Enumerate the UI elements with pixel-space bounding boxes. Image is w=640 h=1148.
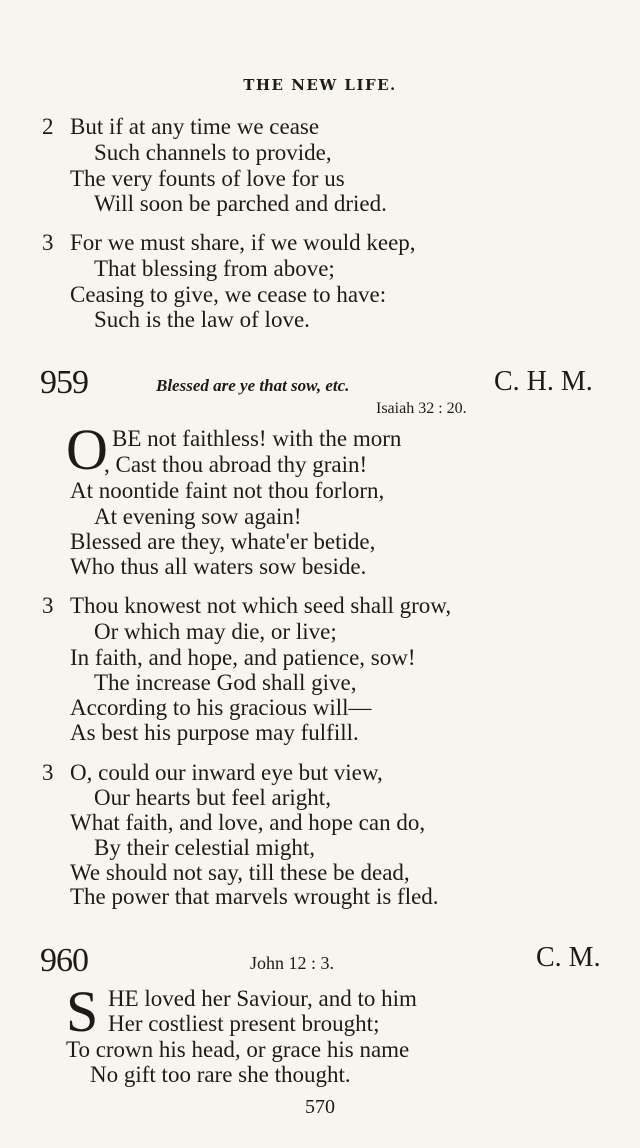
verse-line: Thou knowest not which seed shall grow,	[70, 593, 452, 618]
verse-line: Or which may die, or live;	[94, 619, 337, 644]
verse-line: Such channels to provide,	[94, 140, 332, 165]
verse-line: Our hearts but feel aright,	[94, 785, 331, 810]
verse-line: By their celestial might,	[94, 835, 316, 860]
hymn-meter: C. H. M.	[494, 366, 593, 397]
verse-line: The increase God shall give,	[94, 670, 357, 695]
verse-line: Blessed are they, whate'er betide,	[70, 529, 376, 554]
hymn-title: Blessed are ye that sow, etc.	[156, 376, 350, 395]
verse-line: We should not say, till these be dead,	[70, 860, 410, 885]
drop-cap: O	[66, 417, 108, 482]
scripture-reference: John 12 : 3.	[250, 953, 335, 973]
verse-line: BE not faithless! with the morn	[112, 426, 402, 451]
scripture-reference: Isaiah 32 : 20.	[376, 400, 467, 417]
page-number: 570	[305, 1096, 335, 1118]
verse-line: At evening sow again!	[94, 504, 302, 529]
verse-line: Ceasing to give, we cease to have:	[70, 282, 387, 307]
verse-line: What faith, and love, and hope can do,	[70, 810, 426, 835]
verse-number: 3	[42, 593, 54, 618]
verse-line: In faith, and hope, and patience, sow!	[70, 645, 416, 670]
verse-number: 2	[42, 114, 54, 139]
verse-line: The very founts of love for us	[70, 166, 345, 191]
running-head: THE NEW LIFE.	[243, 76, 397, 94]
verse-line: For we must share, if we would keep,	[70, 230, 416, 255]
drop-cap: S	[66, 979, 99, 1044]
verse-line: As best his purpose may fulfill.	[70, 720, 359, 745]
verse-number: 3	[42, 760, 54, 785]
hymn-number: 960	[40, 942, 88, 979]
verse-line: To crown his head, or grace his name	[66, 1037, 410, 1062]
verse-line: , Cast thou abroad thy grain!	[104, 452, 368, 477]
verse-line: But if at any time we cease	[70, 114, 320, 139]
verse-line: At noontide faint not thou forlorn,	[70, 478, 385, 503]
hymn-meter: C. M.	[536, 942, 601, 973]
verse-line: Such is the law of love.	[94, 307, 310, 332]
verse-line: That blessing from above;	[94, 256, 335, 281]
verse-line: The power that marvels wrought is fled.	[70, 884, 439, 909]
verse-line: HE loved her Saviour, and to him	[108, 986, 417, 1011]
verse-number: 3	[42, 230, 54, 255]
verse-line: O, could our inward eye but view,	[70, 760, 383, 785]
verse-line: Her costliest present brought;	[108, 1011, 380, 1036]
hymn-number: 959	[40, 364, 88, 401]
verse-line: No gift too rare she thought.	[90, 1062, 351, 1087]
verse-line: Who thus all waters sow beside.	[70, 554, 367, 579]
verse-line: According to his gracious will—	[70, 695, 372, 720]
verse-line: Will soon be parched and dried.	[94, 191, 387, 216]
